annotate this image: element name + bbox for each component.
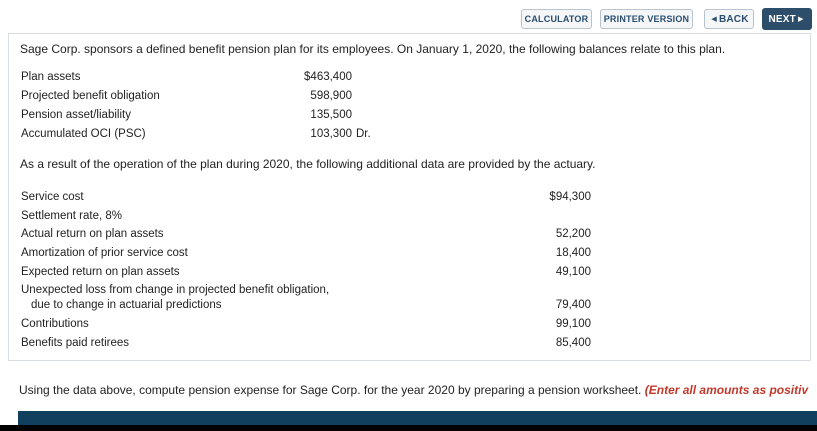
task-text: Using the data above, compute pension expense for Sage Corp. for the year 2020 by preparing a pension worksheet. <box>19 383 642 397</box>
printer-version-label: PRINTER VERSION <box>603 14 690 24</box>
actuary-label: Settlement rate, 8% <box>21 210 122 222</box>
actuary-label: Benefits paid retirees <box>21 337 130 349</box>
actuary-value: 49,100 <box>555 266 591 278</box>
back-label: BACK <box>718 13 749 25</box>
next-arrow-icon: ▶ <box>797 16 804 23</box>
actuary-value: 52,200 <box>555 228 591 240</box>
actuary-value: 79,400 <box>555 299 591 311</box>
balance-value: $463,400 <box>304 71 352 83</box>
balance-label: Accumulated OCI (PSC) <box>21 128 146 140</box>
calculator-label: CALCULATOR <box>524 14 589 24</box>
printer-version-button[interactable] <box>600 9 693 29</box>
next-label: NEXT <box>768 13 796 25</box>
balance-value: 598,900 <box>310 90 352 102</box>
actuary-label: Unexpected loss from change in projected benefit obligation, <box>21 284 330 296</box>
actuary-value: $94,300 <box>549 191 591 203</box>
actuary-value: 18,400 <box>555 247 591 259</box>
back-button[interactable] <box>704 9 754 29</box>
task-instructions <box>19 383 808 397</box>
actuary-label: Service cost <box>21 191 84 203</box>
actuary-label-continued: due to change in actuarial predictions <box>31 299 222 311</box>
intro-text: Sage Corp. sponsors a defined benefit pension plan for its employees. On January 1, 2020, the following balances relate to this plan. <box>20 42 726 56</box>
balance-label: Plan assets <box>21 71 81 83</box>
back-arrow-icon: ◀ <box>711 16 717 23</box>
actuary-value: 85,400 <box>555 337 591 349</box>
bottom-edge <box>0 425 817 431</box>
actuary-label: Expected return on plan assets <box>21 266 180 278</box>
balance-value: 103,300 <box>310 128 352 140</box>
toolbar <box>0 0 817 33</box>
balance-label: Projected benefit obligation <box>21 90 160 102</box>
calculator-button[interactable] <box>521 9 592 29</box>
worksheet-header-bar <box>18 411 817 425</box>
task-note: (Enter all amounts as positiv <box>644 383 809 397</box>
balance-value: 135,500 <box>310 109 352 121</box>
actuary-label: Actual return on plan assets <box>21 228 164 240</box>
balance-label: Pension asset/liability <box>21 109 131 121</box>
actuary-label: Amortization of prior service cost <box>21 247 188 259</box>
problem-panel <box>8 33 811 361</box>
actuary-intro-text: As a result of the operation of the plan during 2020, the following additional data are provided by the actuary. <box>20 157 596 171</box>
actuary-label: Contributions <box>21 318 89 330</box>
debit-suffix: Dr. <box>356 128 371 140</box>
actuary-value: 99,100 <box>555 318 591 330</box>
next-button[interactable] <box>762 8 812 30</box>
